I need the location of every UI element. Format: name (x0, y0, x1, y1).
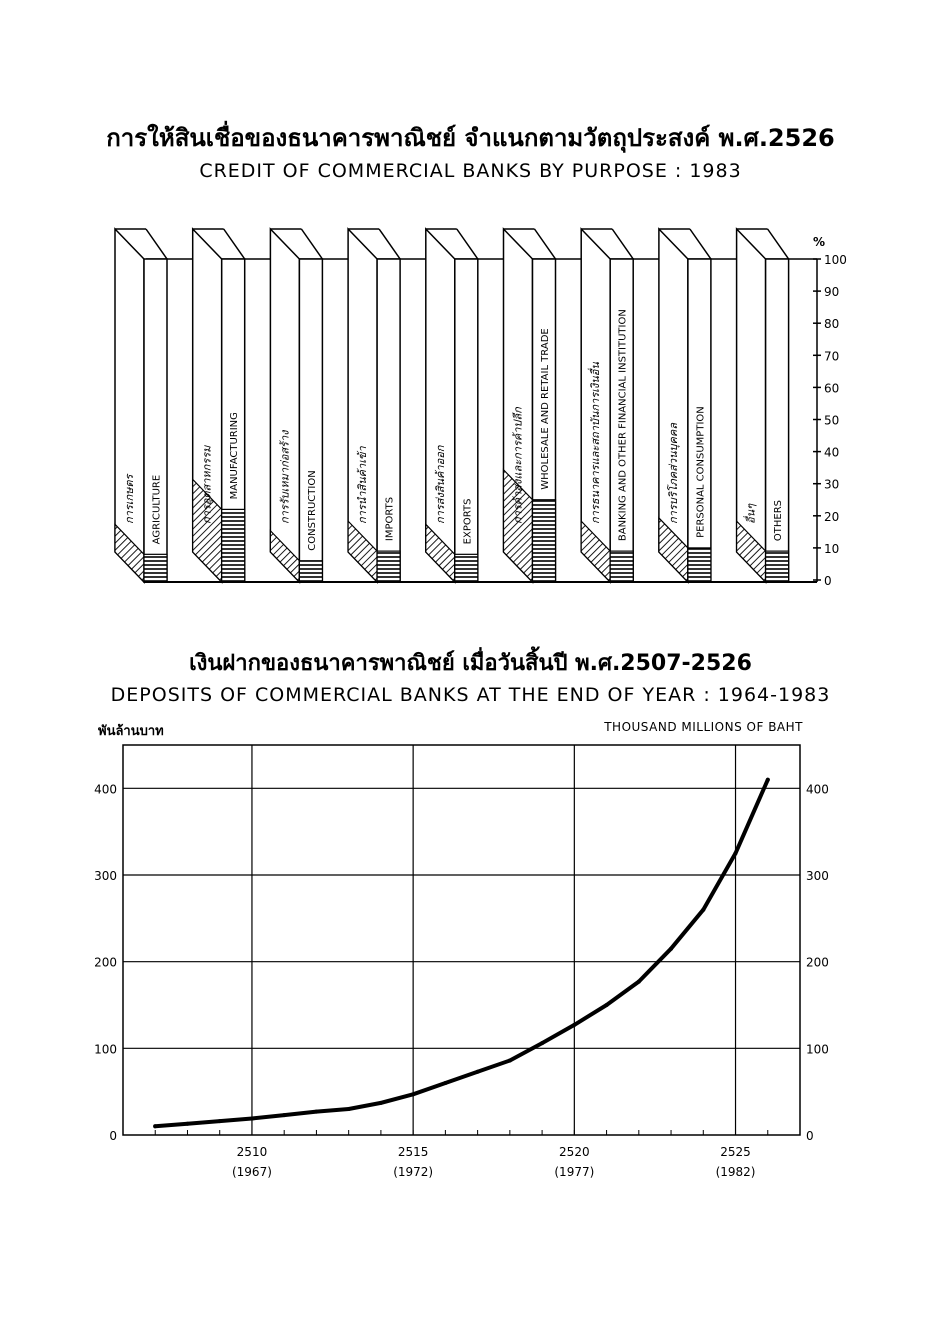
bar-label-th: การอุตสาหกรรม (200, 445, 214, 524)
deposits-point (218, 1119, 222, 1123)
bar-y-unit: % (813, 235, 826, 249)
deposits-point (347, 1107, 351, 1111)
line-x-tick-label-ce: (1972) (393, 1165, 434, 1179)
bar-y-tick-label: 100 (824, 253, 847, 267)
bar-y-tick-label: 20 (824, 509, 840, 524)
deposits-point (379, 1101, 383, 1105)
bar-label-en: IMPORTS (384, 496, 396, 542)
bar-top-diag (301, 229, 322, 259)
bar-right-fill (766, 551, 789, 582)
bar-label-th: การส่งสินค้าออก (433, 445, 447, 524)
deposits-point (669, 947, 673, 951)
deposits-point (153, 1124, 157, 1128)
bar-label-en: AGRICULTURE (151, 474, 163, 545)
line-x-tick-label-ce: (1982) (715, 1165, 756, 1179)
bar-label-th: การรับเหมาก่อสร้าง (278, 430, 292, 524)
deposits-point (766, 778, 770, 782)
deposits-point (701, 908, 705, 912)
line-x-tick-label: 2515 (397, 1145, 429, 1159)
line-x-tick-label-ce: (1977) (554, 1165, 595, 1179)
deposits-point (508, 1059, 512, 1063)
bar-top-diag (379, 229, 400, 259)
bar-wholesale-and-retail-trade (504, 229, 556, 582)
bar-y-tick-label: 70 (824, 349, 840, 364)
bar-label-en: PERSONAL CONSUMPTION (695, 406, 707, 538)
bar-y-tick-label: 80 (824, 317, 840, 332)
bar-label-en: OTHERS (773, 499, 785, 542)
bar-top-diag (457, 229, 478, 259)
bar-exports (426, 229, 478, 582)
deposits-point (282, 1113, 286, 1117)
bar-label-th: การเกษตร (123, 474, 136, 524)
deposits-point (443, 1081, 447, 1085)
deposits-point (637, 980, 641, 984)
line-x-tick-label: 2525 (720, 1145, 751, 1159)
bar-top-diag (535, 229, 556, 259)
bar-y-tick-label: 40 (824, 445, 840, 460)
bar-top-diag (224, 229, 245, 259)
bar-right-fill (299, 561, 322, 582)
deposits-point (411, 1092, 415, 1096)
line-y-tick-label-right: 300 (806, 869, 829, 883)
bar-top-diag (612, 229, 633, 259)
line-y-tick-label-left: 300 (94, 869, 117, 883)
bar-label-th: การนำสินค้าเข้า (356, 446, 370, 524)
deposits-point (540, 1041, 544, 1045)
deposits-point (314, 1110, 318, 1114)
bar-label-en: BANKING AND OTHER FINANCIAL INSTITUTION (617, 309, 629, 542)
chart2-title-en: DEPOSITS OF COMMERCIAL BANKS AT THE END OF YEAR : 1964-1983 (110, 684, 831, 706)
line-x-tick-label: 2510 (236, 1145, 268, 1159)
line-y-tick-label-left: 0 (109, 1129, 117, 1143)
bar-right-fill (144, 554, 167, 582)
bar-label-en: EXPORTS (462, 498, 474, 545)
chart2-title-th: เงินฝากของธนาคารพาณิชย์ เมื่อวันสิ้นปี พ.ศ.2507-2526 (189, 651, 752, 676)
bar-left-face (270, 229, 299, 582)
line-y-tick-label-right: 200 (806, 955, 829, 970)
bar-label-en: WHOLESALE AND RETAIL TRADE (540, 328, 551, 490)
deposits-point (605, 1003, 609, 1007)
bar-label-th: การค้าส่งและการค้าปลีก (511, 407, 525, 524)
chart2-ylabel-th: พันล้านบาท (98, 724, 164, 739)
line-x-tick-label-ce: (1967) (231, 1165, 272, 1179)
bar-y-tick-label: 10 (824, 541, 840, 556)
bar-label-th: การบริโภคส่วนบุคคล (666, 422, 680, 524)
bar-right-fill (222, 509, 245, 582)
bar-y-tick-label: 50 (824, 413, 840, 428)
line-y-tick-label-left: 400 (94, 782, 117, 797)
deposits-series-line (155, 780, 768, 1127)
bar-others (737, 229, 789, 582)
bar-label-en: MANUFACTURING (229, 412, 241, 500)
bar-construction (270, 229, 322, 582)
deposits-point (734, 851, 738, 855)
bar-right-fill (533, 500, 556, 582)
bar-label-th: การธนาคารและสถาบันการเงินอื่น (589, 362, 603, 524)
bar-y-tick-label: 0 (824, 574, 832, 588)
credit-bar-chart (115, 229, 847, 588)
bar-agriculture (115, 229, 167, 582)
bar-manufacturing (193, 229, 245, 582)
line-y-tick-label-left: 200 (94, 955, 117, 970)
deposits-point (250, 1117, 254, 1121)
deposits-point (572, 1023, 576, 1027)
line-y-tick-label-right: 0 (806, 1129, 814, 1143)
bar-right-fill (377, 551, 400, 582)
deposits-point (186, 1122, 190, 1126)
bar-right-fill (610, 551, 633, 582)
line-y-tick-label-right: 100 (806, 1042, 829, 1057)
line-x-tick-label: 2520 (559, 1145, 590, 1159)
bar-label-en: CONSTRUCTION (306, 470, 318, 551)
chart2-ylabel-en: THOUSAND MILLIONS OF BAHT (604, 720, 803, 734)
bar-banking-and-other-financial-institution (581, 229, 633, 582)
chart1-title-en: CREDIT OF COMMERCIAL BANKS BY PURPOSE : 1983 (199, 160, 742, 182)
deposits-point (476, 1070, 480, 1074)
bar-right-fill (455, 554, 478, 582)
chart1-title-th: การให้สินเชื่อของธนาคารพาณิชย์ จำแนกตามวัตถุประสงค์ พ.ศ.2526 (106, 124, 835, 152)
bar-top-diag (146, 229, 167, 259)
bar-imports (348, 229, 400, 582)
deposits-line-chart (94, 745, 829, 1179)
bar-top-diag (690, 229, 711, 259)
bar-y-tick-label: 60 (824, 381, 840, 396)
bar-personal-consumption (659, 229, 711, 582)
line-y-tick-label-left: 100 (94, 1042, 117, 1057)
bar-top-diag (768, 229, 789, 259)
bar-label-th: อื่นๆ (744, 503, 758, 524)
line-y-tick-label-right: 400 (806, 782, 829, 797)
bar-right-fill (688, 548, 711, 582)
bar-y-tick-label: 30 (824, 477, 840, 492)
bar-y-tick-label: 90 (824, 285, 840, 300)
